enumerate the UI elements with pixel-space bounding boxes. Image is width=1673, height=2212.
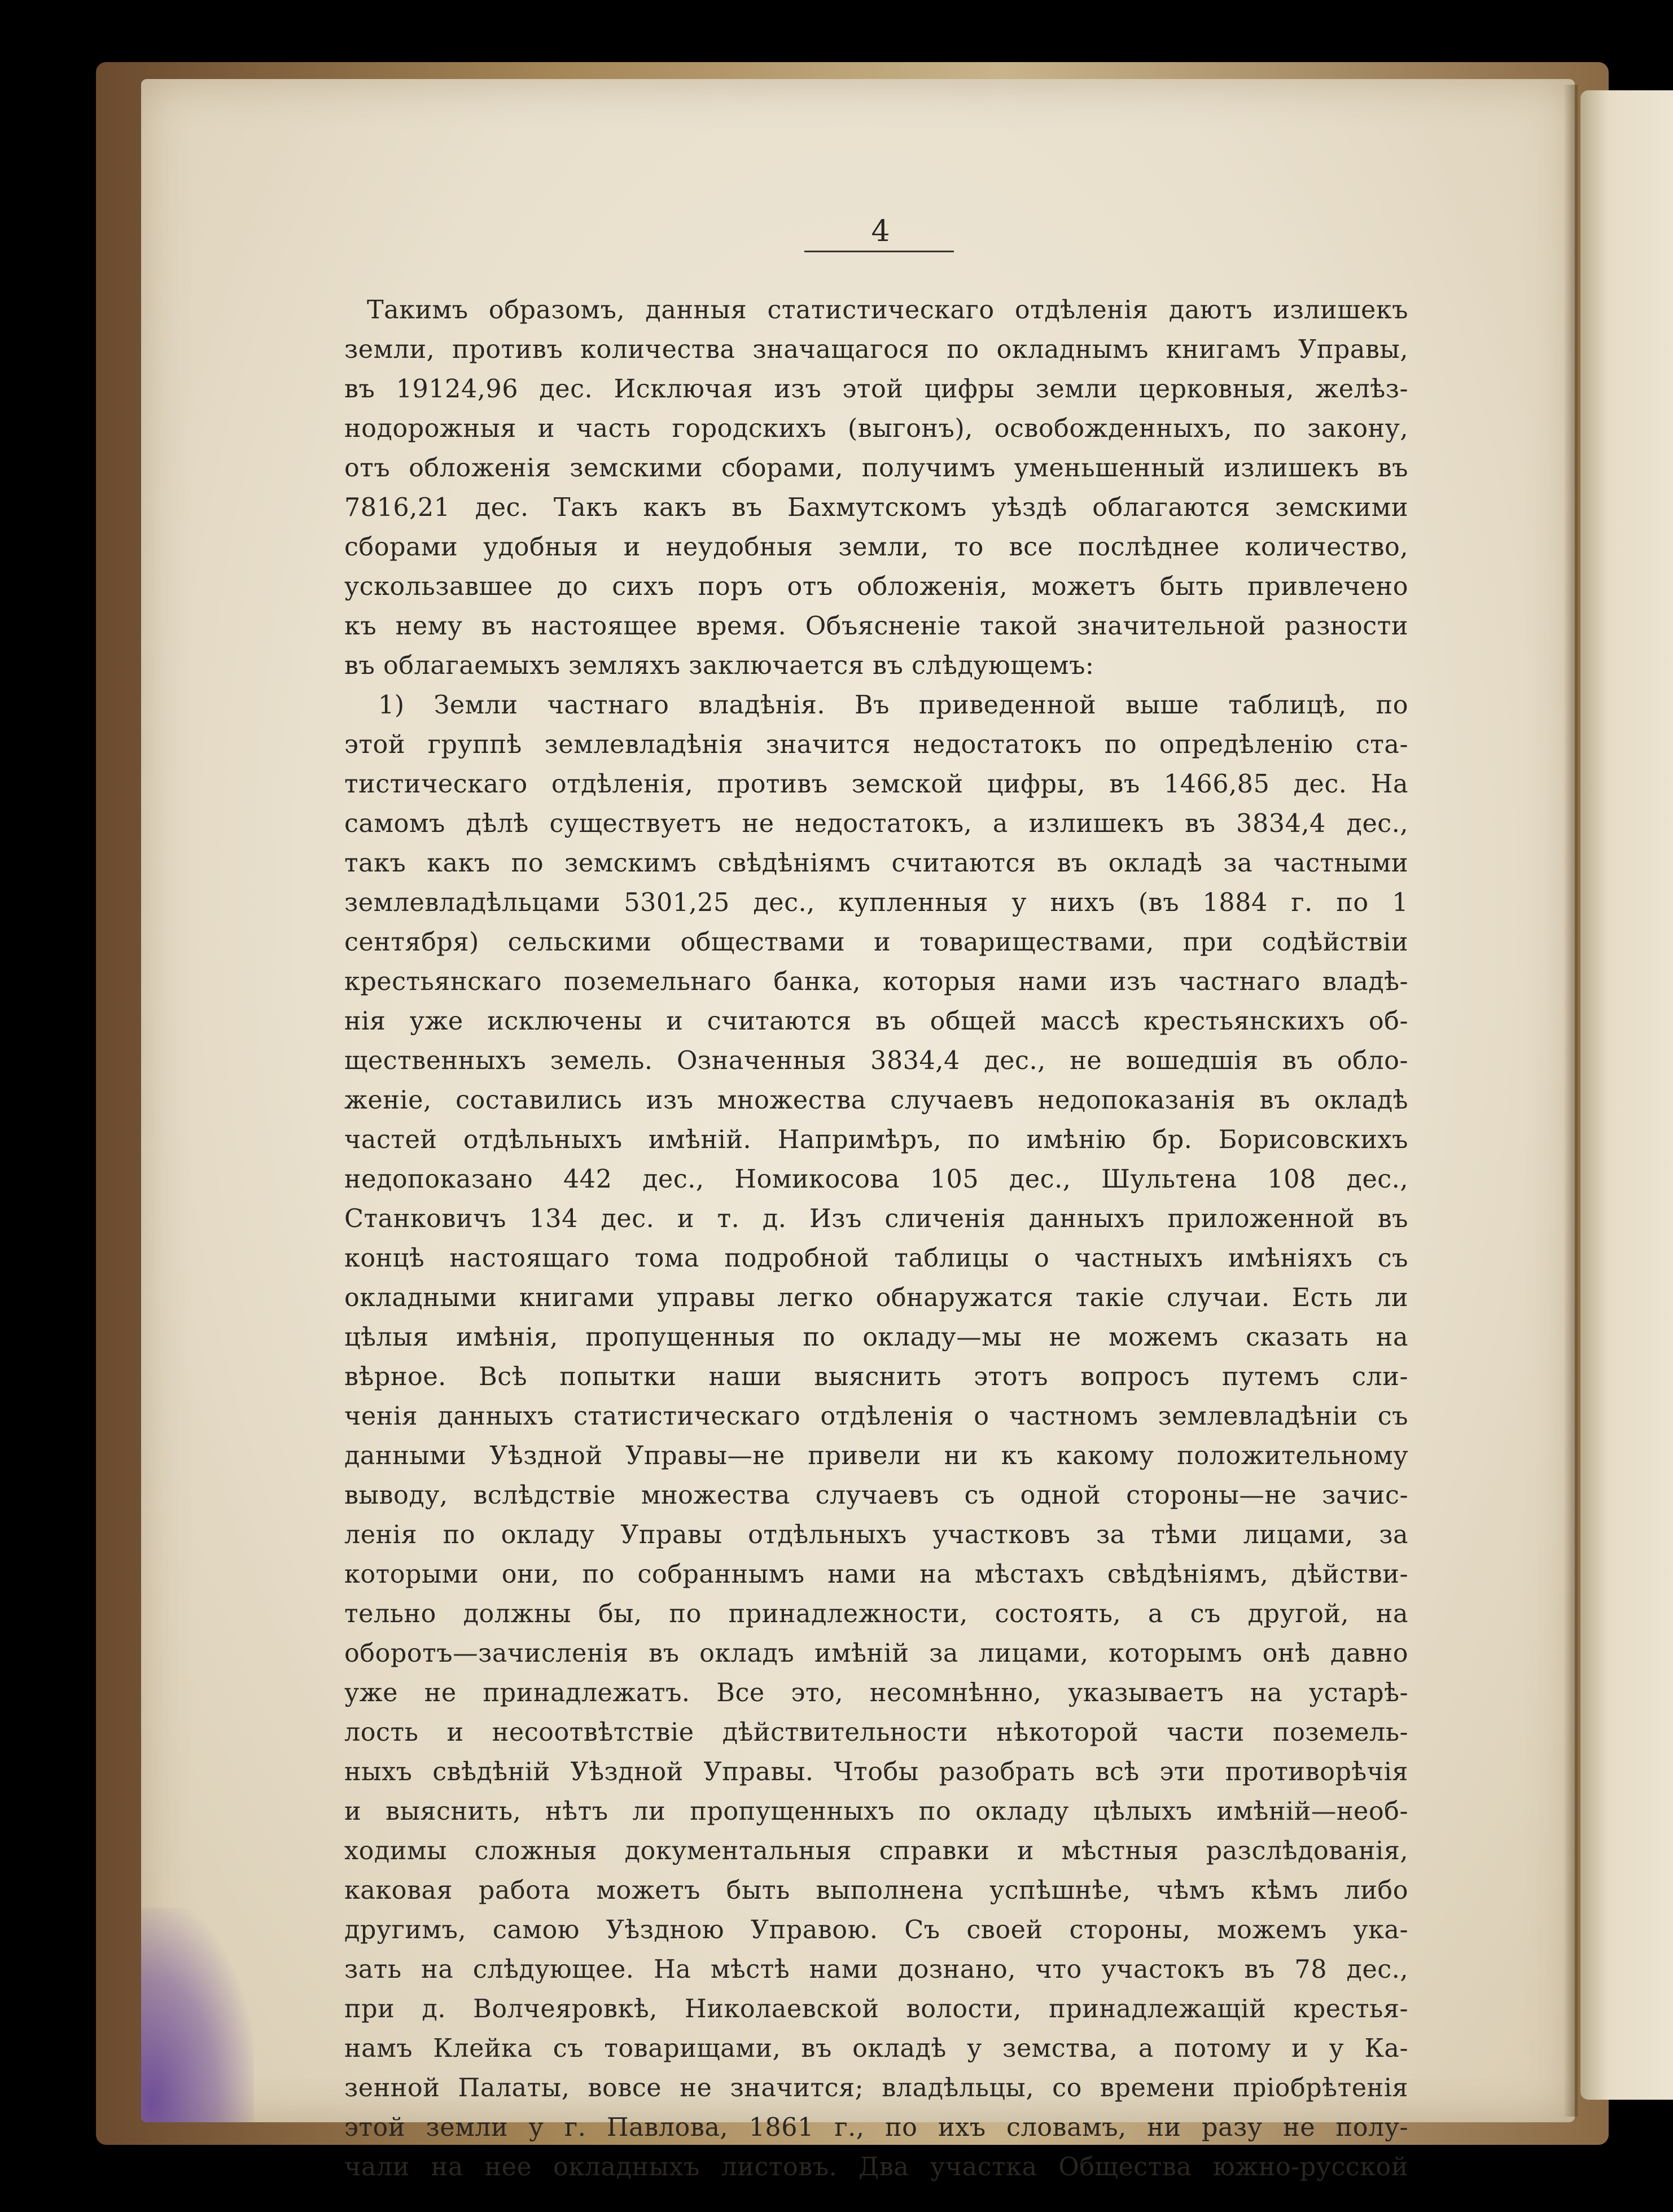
page-number: 4 bbox=[871, 214, 890, 248]
text-line: концѣ настоящаго тома подробной таблицы о частныхъ имѣніяхъ съ bbox=[344, 1244, 1408, 1273]
text-line: ускользавшее до сихъ поръ отъ обложенія, можетъ быть привлечено bbox=[344, 572, 1408, 601]
text-line: къ нему въ настоящее время. Объясненіе такой значительной разности bbox=[344, 612, 1408, 641]
text-line: частей отдѣльныхъ имѣній. Напримѣръ, по имѣнію бр. Борисовскихъ bbox=[344, 1125, 1408, 1154]
text-line: при д. Волчеяровкѣ, Николаевской волости, принадлежащій крестья- bbox=[344, 1995, 1408, 2023]
text-line: Станковичъ 134 дес. и т. д. Изъ сличенія данныхъ приложенной въ bbox=[344, 1204, 1408, 1233]
text-line: самомъ дѣлѣ существуетъ не недостатокъ, а излишекъ въ 3834,4 дес., bbox=[344, 809, 1408, 838]
text-line: сборами удобныя и неудобныя земли, то все послѣднее количество, bbox=[344, 533, 1408, 562]
text-line: данными Уѣздной Управы—не привели ни къ какому положительному bbox=[344, 1442, 1408, 1470]
text-line: вѣрное. Всѣ попытки наши выяснить этотъ вопросъ путемъ сли- bbox=[344, 1363, 1408, 1391]
text-line: землевладѣльцами 5301,25 дес., купленныя у нихъ (въ 1884 г. по 1 bbox=[344, 888, 1408, 917]
text-line: лость и несоотвѣтствіе дѣйствительности нѣкоторой части поземель- bbox=[344, 1718, 1408, 1747]
text-line: нія уже исключены и считаются въ общей массѣ крестьянскихъ об- bbox=[344, 1007, 1408, 1036]
text-line: которыми они, по собраннымъ нами на мѣстахъ свѣдѣніямъ, дѣйстви- bbox=[344, 1560, 1408, 1589]
page-number-rule bbox=[804, 251, 954, 252]
text-line: ныхъ свѣдѣній Уѣздной Управы. Чтобы разобрать всѣ эти противорѣчія bbox=[344, 1758, 1408, 1786]
text-line: другимъ, самою Уѣздною Управою. Съ своей стороны, можемъ ука- bbox=[344, 1916, 1408, 1944]
text-line: зенной Палаты, вовсе не значится; владѣльцы, со времени пріобрѣтенія bbox=[344, 2074, 1408, 2103]
text-line: и выяснить, нѣтъ ли пропущенныхъ по окладу цѣлыхъ имѣній—необ- bbox=[344, 1797, 1408, 1826]
text-line: отъ обложенія земскими сборами, получимъ уменьшенный излишекъ въ bbox=[344, 454, 1408, 483]
text-line: окладными книгами управы легко обнаружатся такіе случаи. Есть ли bbox=[344, 1284, 1408, 1312]
text-line: тельно должны бы, по принадлежности, состоять, а съ другой, на bbox=[344, 1600, 1408, 1628]
text-line: намъ Клейка съ товарищами, въ окладѣ у земства, а потому и у Ка- bbox=[344, 2034, 1408, 2063]
text-line: оборотъ—зачисленія въ окладъ имѣній за лицами, которымъ онѣ давно bbox=[344, 1639, 1408, 1668]
text-line: недопоказано 442 дес., Номикосова 105 дес., Шультена 108 дес., bbox=[344, 1165, 1408, 1194]
text-line: въ 19124,96 дес. Исключая изъ этой цифры земли церковныя, желѣз- bbox=[344, 375, 1408, 404]
text-line: этой группѣ землевладѣнія значится недостатокъ по опредѣленію ста- bbox=[344, 730, 1408, 759]
text-line: ленія по окладу Управы отдѣльныхъ участковъ за тѣми лицами, за bbox=[344, 1521, 1408, 1549]
text-line: чали на нее окладныхъ листовъ. Два участка Общества южно-русской bbox=[344, 2153, 1408, 2182]
text-line: сентября) сельскими обществами и товариществами, при содѣйствіи bbox=[344, 928, 1408, 957]
text-line: нодорожныя и часть городскихъ (выгонъ), освобожденныхъ, по закону, bbox=[344, 414, 1408, 443]
text-line: каковая работа можетъ быть выполнена успѣшнѣе, чѣмъ кѣмъ либо bbox=[344, 1876, 1408, 1905]
text-line: цѣлыя имѣнія, пропущенныя по окладу—мы не можемъ сказать на bbox=[344, 1323, 1408, 1352]
text-line: въ облагаемыхъ земляхъ заключается въ слѣдующемъ: bbox=[344, 651, 1094, 680]
next-page-edge bbox=[1580, 90, 1673, 2100]
text-line: земли, противъ количества значащагося по окладнымъ книгамъ Управы, bbox=[344, 335, 1408, 364]
text-line: крестьянскаго поземельнаго банка, которыя нами изъ частнаго владѣ- bbox=[344, 967, 1408, 996]
text-line: выводу, вслѣдствіе множества случаевъ съ одной стороны—не зачис- bbox=[344, 1481, 1408, 1510]
text-line: тистическаго отдѣленія, противъ земской цифры, въ 1466,85 дес. На bbox=[344, 770, 1408, 799]
text-line: уже не принадлежатъ. Все это, несомнѣнно, указываетъ на устарѣ- bbox=[344, 1679, 1408, 1707]
text-line: 1) Земли частнаго владѣнія. Въ приведенной выше таблицѣ, по bbox=[378, 691, 1408, 720]
text-line: женіе, составились изъ множества случаевъ недопоказанія въ окладѣ bbox=[344, 1086, 1408, 1115]
text-line: зать на слѣдующее. На мѣстѣ нами дознано, что участокъ въ 78 дес., bbox=[344, 1955, 1408, 1984]
text-line: этой земли у г. Павлова, 1861 г., по ихъ словамъ, ни разу не полу- bbox=[344, 2113, 1408, 2142]
text-line: ходимы сложныя документальныя справки и мѣстныя разслѣдованія, bbox=[344, 1837, 1408, 1865]
text-line: ченія данныхъ статистическаго отдѣленія о частномъ землевладѣніи съ bbox=[344, 1402, 1408, 1431]
text-line: щественныхъ земель. Означенныя 3834,4 дес., не вошедшія въ обло- bbox=[344, 1046, 1408, 1075]
text-line: 7816,21 дес. Такъ какъ въ Бахмутскомъ уѣздѣ облагаются земскими bbox=[344, 493, 1408, 522]
ink-stain bbox=[141, 1908, 254, 2122]
text-line: такъ какъ по земскимъ свѣдѣніямъ считаются въ окладѣ за частными bbox=[344, 849, 1408, 878]
page-gutter-shadow bbox=[1563, 85, 1578, 2117]
text-line: Такимъ образомъ, данныя статистическаго отдѣленія даютъ излишекъ bbox=[367, 296, 1408, 325]
